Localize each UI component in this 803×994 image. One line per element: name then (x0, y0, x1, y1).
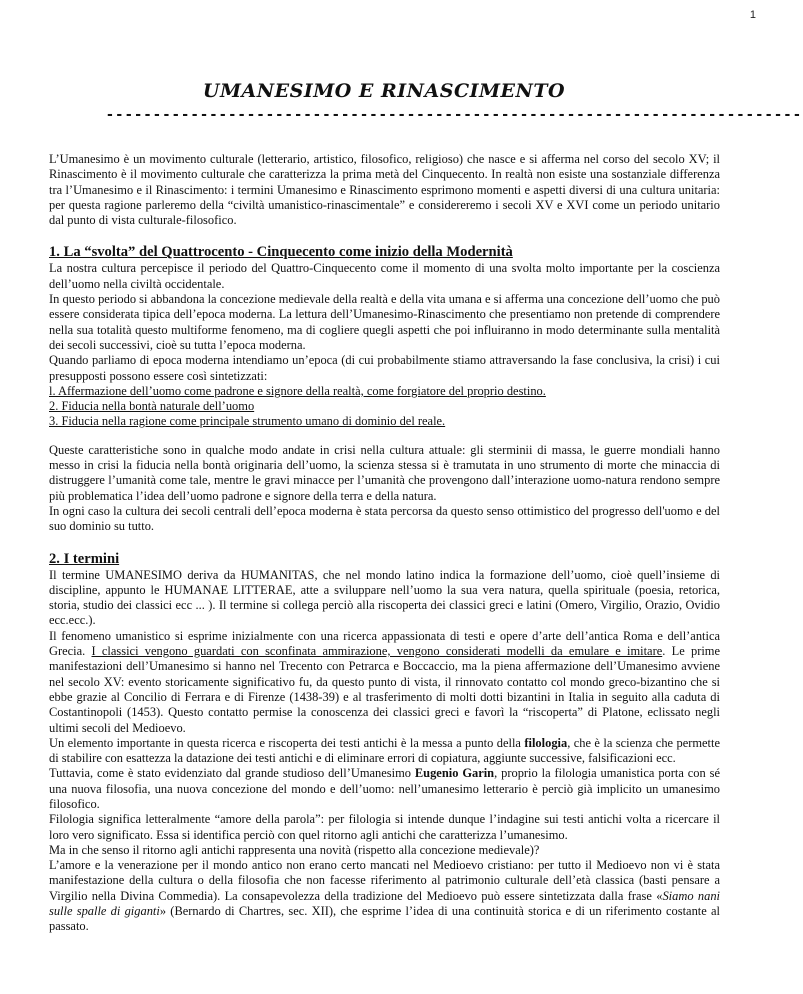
section-2-p3-text-a: Un elemento importante in questa ricerca e riscoperta dei testi antichi è la messa a punto della (49, 735, 525, 750)
page-number: 1 (749, 9, 756, 21)
section-2-p7-text-b: » (Bernardo di Chartres, sec. XII), che esprime l’idea di una continuità storica e di un riferimento costante al passato. (49, 904, 720, 934)
section-1-paragraph-2: In questo periodo si abbandona la concezione medievale della realtà e della vita umana e si afferma una concezione dell’uomo che può essere considerata tipica dell’epoca moderna. La lettura dell’Umanesimo-Rinascimento che presentiamo non pretende di comprendere nella sua totalità questo multiforme fenomeno, ma di cogliere quegli aspetti che poi influiranno in modo determinante sulla mentalità dei secoli successivi, cioè su tutta l’epoca moderna. (49, 292, 720, 352)
title-underline-dashes: -------------------------------------------------------------------------- (107, 107, 803, 123)
section-1-paragraph-1: La nostra cultura percepisce il periodo del Quattro-Cinquecento come il momento di una svolta molto importante per la coscienza dell’uomo nella civiltà occidentale. (49, 261, 720, 291)
section-2-paragraph-2 (49, 629, 720, 736)
document-body (49, 152, 720, 935)
document-title: UMANESIMO E RINASCIMENTO (202, 80, 566, 102)
section-1-list-item-3: 3. Fiducia nella ragione come principale strumento umano di dominio del reale. (49, 414, 446, 429)
section-2-p2-text-b: . Le prime manifestazioni dell’Umanesimo si hanno nel Trecento con Petrarca e Boccaccio, ma la piena affermazione dell’Umanesimo avviene nel secolo XV: evento storicamente significativo fu, da questo punto di vista, il rinnovato contatto col mondo greco-bizantino che si ebbe grazie al Concilio di Ferrara e di Firenze (1438-39) e al trasferimento di molti dotti bizantini in Italia in seguito alla caduta di Costantinopoli (1453). Questo contatto permise la conoscenza dei classici greci e favorì la “riscoperta” di Platone, eclissato negli ultimi secoli del Medioevo. (49, 644, 720, 735)
section-1-list-item-1: l. Affermazione dell’uomo come padrone e signore della realtà, come forgiatore del proprio destino. (49, 383, 546, 398)
section-1-paragraph-5: In ogni caso la cultura dei secoli centrali dell’epoca moderna è stata percorsa da questo senso ottimistico del progresso dell'uomo e del suo dominio su tutto. (49, 503, 720, 534)
section-2-p3-bold: filologia (524, 735, 568, 750)
section-2-p2-text-a: Il fenomeno umanistico si esprime inizialmente con una ricerca appassionata di testi e opere d’arte dell’antica Roma e dell’antica Grecia. (49, 628, 720, 659)
section-2-heading: 2. I termini (49, 550, 120, 567)
section-2-p2-underlined: I classici vengono guardati con sconfinata ammirazione, vengono considerati modelli da emulare e imitare (91, 644, 663, 659)
section-2-p4-text-a: Tuttavia, come è stato evidenziato dal grande studioso dell’Umanesimo (49, 766, 415, 781)
section-2-p4-text-b: , proprio la filologia umanistica porta con sé una nuova filosofia, una nuova concezione del mondo e dell’uomo: nell’umanesimo letterario è perciò già implicito un umanesimo filosofico. (49, 766, 720, 811)
section-2-paragraph-4 (49, 766, 720, 812)
intro-paragraph: L’Umanesimo è un movimento culturale (letterario, artistico, filosofico, religioso) che nasce e si afferma nel corso del secolo XV; il Rinascimento è il movimento culturale che caratterizza la prima metà del Cinquecento. In realtà non esiste una sostanziale differenza tra l’Umanesimo e il Rinascimento: i termini Umanesimo e Rinascimento esprimono momenti e aspetti diversi di una cultura unitaria: per questa ragione parleremo della “civiltà umanistico-rinascimentale” e considereremo i secoli XV e XVI come un periodo unitario dal punto di vista culturale-filosofico. (49, 152, 720, 228)
section-1-heading: 1. La “svolta” del Quattrocento - Cinquecento come inizio della Modernità (49, 244, 513, 261)
section-2-p4-bold: Eugenio Garin (414, 766, 495, 781)
section-1-list-item-2: 2. Fiducia nella bontà naturale dell’uomo (49, 399, 255, 414)
section-2-p7-italic-quote: Siamo nani sulle spalle di giganti (49, 888, 720, 919)
section-2-paragraph-1: Il termine UMANESIMO deriva da HUMANITAS, che nel mondo latino indica la formazione dell’uomo, cioè quell’insieme di discipline, appunto le HUMANAE LITTERAE, atte a sviluppare nell’uomo la sua vera natura, quella spirituale (poesia, retorica, storia, studio dei classici ecc ... ). Il termine si collega perciò alla riscoperta dei classici greci e latini (Omero, Virgilio, Orazio, Ovidio ecc.ecc.). (49, 567, 720, 628)
section-2-p7-text-a: L’amore e la venerazione per il mondo antico non erano certo mancati nel Medioevo cristiano: per tutto il Medioevo non vi è stata manifestazione della cultura o della filosofia che non facesse riferimento al patrimonio culturale dell’età classica (basti pensare a Virgilio nella Divina Commedia). La consapevolezza della tradizione del Medioevo può essere sintetizzata dalla frase « (49, 858, 720, 903)
section-1-paragraph-4: Queste caratteristiche sono in qualche modo andate in crisi nella cultura attuale: gli sterminii di massa, le guerre mondiali hanno messo in crisi la fiducia nella bontà originaria dell’uomo, la scienza stessa si è tramutata in uno strumento di morte che minaccia di distruggere l’umanità come tale, mentre le gravi minacce per l’umanità che provengono dall’interazione uomo-natura rendono sempre più problematica l’idea dell’uomo padrone e signore della terra e della natura. (49, 442, 720, 503)
section-2-p3-text-b: , che è la scienza che permette di stabilire con esattezza la datazione dei testi antichi e di eliminare errori di copiatura, aggiunte successive, falsificazioni ecc. (49, 735, 720, 766)
section-2-paragraph-6: Ma in che senso il ritorno agli antichi rappresenta una novità (rispetto alla concezione medievale)? (49, 842, 540, 857)
section-2-paragraph-3 (49, 736, 720, 767)
section-1-paragraph-3: Quando parliamo di epoca moderna intendiamo un’epoca (di cui probabilmente stiamo attraversando la fase conclusiva, la crisi) i cui presupposti possono essere così sintetizzati: (49, 353, 720, 383)
section-2-paragraph-5: Filologia significa letteralmente “amore della parola”: per filologia si intende dunque l’indagine sui testi antichi volta a ricercare il loro vero significato. Essa si identifica perciò con quel ritorno agli antichi che caratterizza l’umanesimo. (49, 812, 720, 842)
section-2-paragraph-7 (49, 858, 720, 934)
